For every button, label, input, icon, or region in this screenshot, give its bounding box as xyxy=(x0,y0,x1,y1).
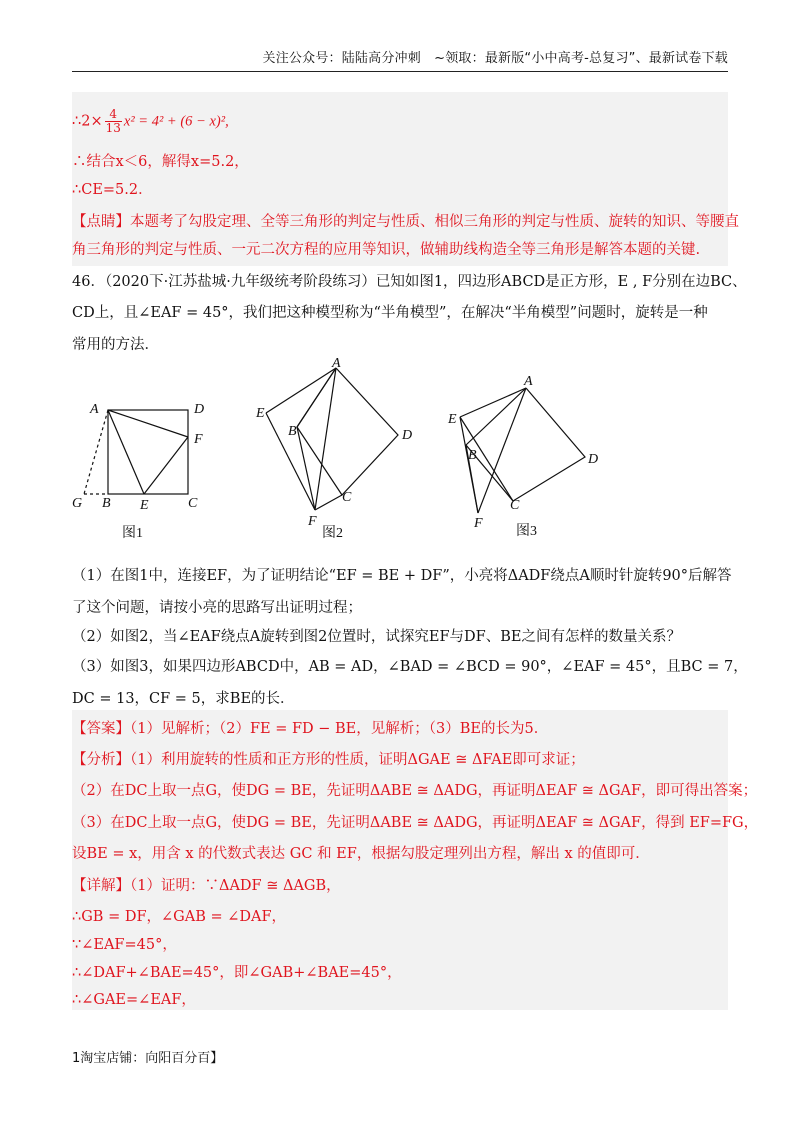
fig3-line-af xyxy=(478,388,526,513)
answer-line-8: ∵∠EAF=45°， xyxy=(72,937,177,953)
prev-line-1-lead: ∴2× xyxy=(72,113,103,130)
fig2-label-d: D xyxy=(402,428,413,443)
fraction-numerator: 4 xyxy=(105,108,122,122)
problem-line-1: 46．（2020下·江苏盐城·九年级统考阶段练习）已知如图1，四边形ABCD是正方形，E , F分别在边BC、 xyxy=(72,274,747,290)
fig3-label-a: A xyxy=(524,374,533,389)
fig1-label-g: G xyxy=(72,496,83,511)
answer-line-10: ∴∠GAE=∠EAF， xyxy=(72,992,196,1008)
answer-line-5: 设BE = x，用含 x 的代数式表达 GC 和 EF，根据勾股定理列出方程，解出 x 的值即可． xyxy=(72,846,650,862)
fig2-label-a: A xyxy=(332,356,341,371)
prev-line-2: ∴结合x＜6，解得x=5.2， xyxy=(72,154,249,170)
prev-line-5: 角三角形的判定与性质、一元二次方程的应用等知识，做辅助线构造全等三角形是解答本题的关键. xyxy=(72,242,701,258)
fig2-line-cf xyxy=(315,495,342,510)
fig1-label-d: D xyxy=(194,402,205,417)
question-3a: （3）如图3，如果四边形ABCD中，AB = AD，∠BAD = ∠BCD = 90°，∠EAF = 45°，且BC = 7， xyxy=(72,659,748,675)
fraction-denominator: 13 xyxy=(105,121,121,135)
figure-2 xyxy=(266,368,398,510)
prev-line-1-rest: x² = 4² + (6 − x)², xyxy=(123,113,229,130)
fig2-line-af xyxy=(315,368,336,510)
fig3-label-b: B xyxy=(468,448,477,463)
prev-line-4: 【点睛】本题考了勾股定理、全等三角形的判定与性质、相似三角形的判定与性质、旋转的知识、等腰直 xyxy=(72,214,739,230)
question-3b: DC = 13，CF = 5，求BE的长． xyxy=(72,691,295,707)
prev-line-1 xyxy=(72,108,229,135)
fig2-label-e: E xyxy=(256,406,265,421)
fig3-label-d: D xyxy=(588,452,599,467)
fig1-caption: 图1 xyxy=(122,526,143,541)
fig1-line-ef xyxy=(144,437,188,494)
fig1-label-a: A xyxy=(90,402,99,417)
fig1-label-c: C xyxy=(188,496,198,511)
answer-line-6: 【详解】（1）证明：∵ΔADF ≅ ΔAGB， xyxy=(72,878,341,894)
fig2-line-ea xyxy=(297,368,336,427)
page-header: 关注公众号：陆陆高分冲刺 ~领取：最新版“小中高考-总复习”、最新试卷下载 xyxy=(72,46,728,72)
problem-line-3: 常用的方法． xyxy=(72,337,159,353)
fig2-line-ae-ext xyxy=(266,368,336,413)
answer-line-3: （2）在DC上取一点G，使DG = BE，先证明ΔABE ≅ ΔADG，再证明ΔEAF ≅ ΔGAF，即可得出答案； xyxy=(72,783,758,799)
fig2-square xyxy=(297,368,398,495)
fig1-label-b: B xyxy=(102,496,111,511)
fig1-line-ag xyxy=(84,410,108,494)
fig1-label-e: E xyxy=(140,498,149,513)
fig2-label-f: F xyxy=(308,514,317,529)
problem-line-2: CD上，且∠EAF = 45°，我们把这种模型称为“半角模型”，在解决“半角模型”问题时，旋转是一种 xyxy=(72,305,708,321)
fig3-caption: 图3 xyxy=(516,524,537,539)
fig2-label-c: C xyxy=(342,490,352,505)
fig2-caption: 图2 xyxy=(322,526,343,541)
geometry-figures xyxy=(60,355,740,545)
question-2: （2）如图2，当∠EAF绕点A旋转到图2位置时，试探究EF与DF、BE之间有怎样的数量关系？ xyxy=(72,629,681,645)
answer-line-9: ∴∠DAF+∠BAE=45°，即∠GAB+∠BAE=45°， xyxy=(72,965,402,981)
prev-line-3: ∴CE=5.2． xyxy=(72,182,153,198)
figure-1 xyxy=(84,410,188,494)
figure-3 xyxy=(460,388,585,513)
fraction xyxy=(105,108,122,135)
figure-labels xyxy=(72,356,598,541)
question-1b: 了这个问题，请按小亮的思路写出证明过程； xyxy=(72,600,362,616)
fig2-line-bf xyxy=(297,427,315,510)
answer-line-7: ∴GB = DF，∠GAB = ∠DAF， xyxy=(72,909,287,925)
fig1-line-af xyxy=(108,410,188,437)
page-footer: 1淘宝店铺：向阳百分百】 xyxy=(72,1051,224,1066)
fig2-label-b: B xyxy=(288,424,297,439)
fig3-label-f: F xyxy=(474,516,483,531)
answer-line-1: 【答案】（1）见解析；（2）FE = FD − BE，见解析；（3）BE的长为5． xyxy=(72,721,549,737)
fig3-quad xyxy=(466,388,585,501)
question-1a: （1）在图1中，连接EF，为了证明结论“EF = BE + DF”，小亮将ΔADF绕点A顺时针旋转90°后解答 xyxy=(72,568,732,584)
fig3-label-c: C xyxy=(510,498,520,513)
fig1-line-ae xyxy=(108,410,144,494)
answer-line-4: （3）在DC上取一点G，使DG = BE，先证明ΔABE ≅ ΔADG，再证明ΔEAF ≅ ΔGAF，得到 EF=FG， xyxy=(72,815,759,831)
answer-line-2: 【分析】（1）利用旋转的性质和正方形的性质，证明ΔGAE ≅ ΔFAE即可求证； xyxy=(72,752,585,768)
fig1-label-f: F xyxy=(194,432,203,447)
fig3-label-e: E xyxy=(448,412,457,427)
